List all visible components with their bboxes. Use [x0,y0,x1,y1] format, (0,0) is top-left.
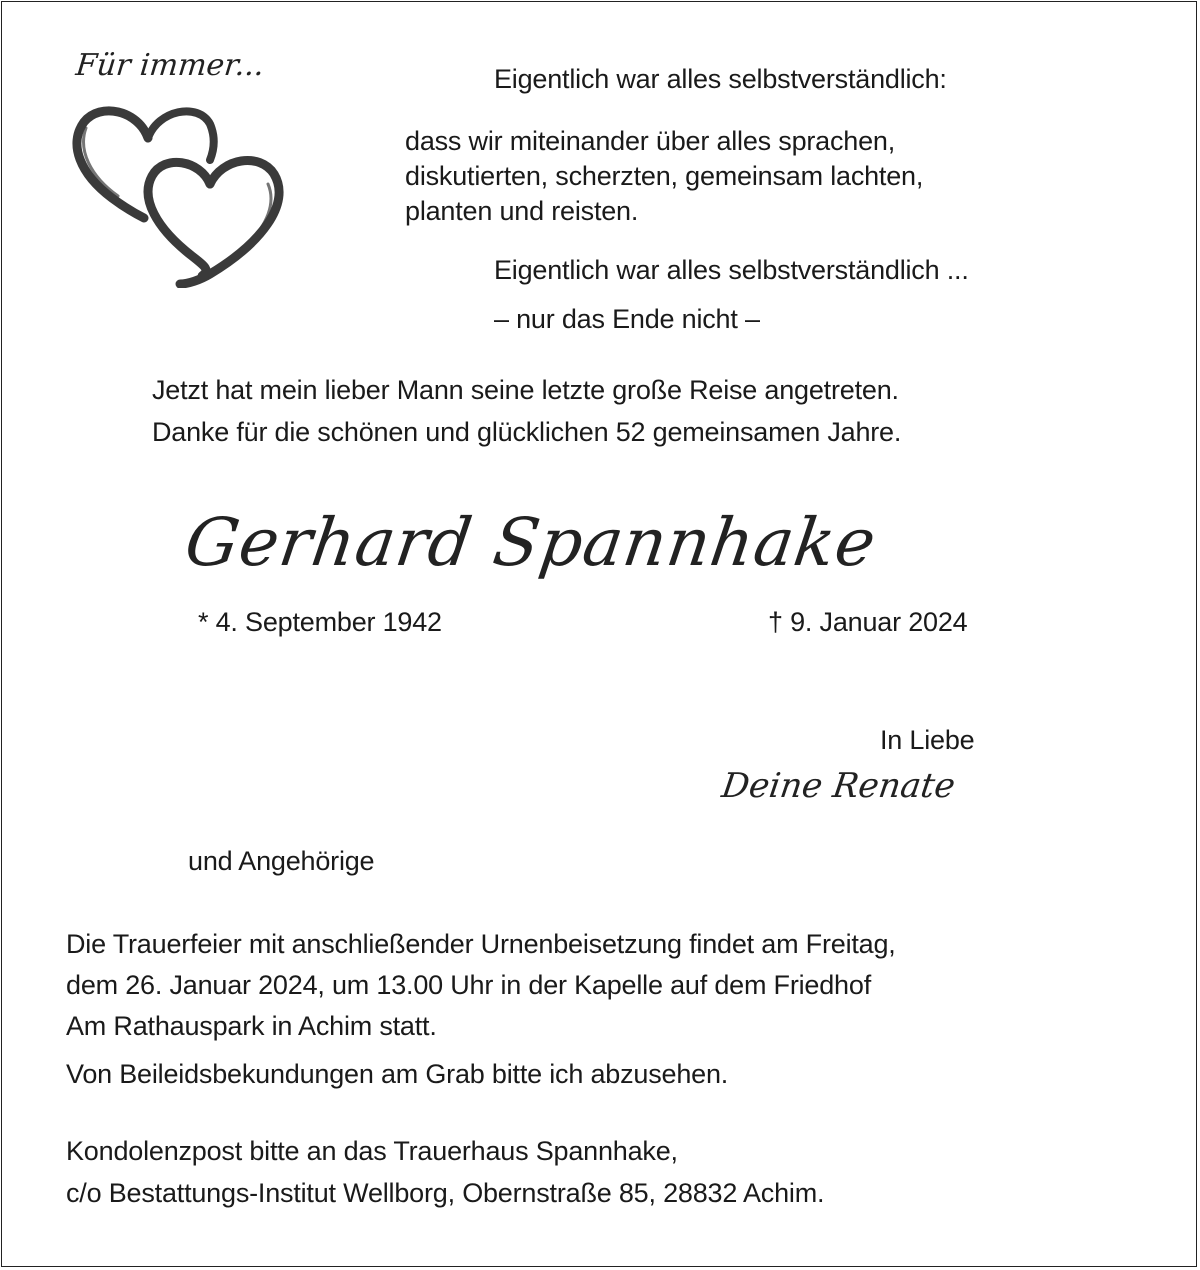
service-line: Am Rathauspark in Achim statt. [66,1011,437,1041]
poem-stanza-line: planten und reisten. [405,196,639,226]
poem-stanza [405,124,923,229]
birth-date: * 4. September 1942 [198,607,442,637]
service-line: Die Trauerfeier mit anschließender Urnenbeisetzung findet am Freitag, [66,929,896,959]
service-note: Von Beileidsbekundungen am Grab bitte ich abzusehen. [66,1059,729,1089]
deceased-name: Gerhard Spannhake [180,504,882,581]
condolence-line-2: c/o Bestattungs-Institut Wellborg, Obernstraße 85, 28832 Achim. [66,1178,825,1208]
condolence-line-1: Kondolenzpost bitte an das Trauerhaus Spannhake, [66,1136,678,1166]
intro-line-2: Danke für die schönen und glücklichen 52 gemeinsamen Jahre. [152,417,902,447]
motto-script: Für immer... [74,48,266,83]
closing-in-liebe: In Liebe [880,725,975,755]
intro-line-1: Jetzt hat mein lieber Mann seine letzte große Reise angetreten. [152,375,899,405]
poem-stanza-line: diskutierten, scherzten, gemeinsam lachten, [405,161,924,191]
service-line: dem 26. Januar 2024, um 13.00 Uhr in der Kapelle auf dem Friedhof [66,970,871,1000]
poem-line-2: Eigentlich war alles selbstverständlich ... [494,255,969,285]
death-date: † 9. Januar 2024 [768,607,968,637]
relatives: und Angehörige [188,846,375,876]
two-hearts-icon [60,88,300,288]
signature-name: Deine Renate [719,766,958,806]
service-paragraph [66,924,896,1047]
poem-line-1: Eigentlich war alles selbstverständlich: [494,64,947,94]
poem-line-3: – nur das Ende nicht – [494,304,760,334]
poem-stanza-line: dass wir miteinander über alles sprachen, [405,126,896,156]
